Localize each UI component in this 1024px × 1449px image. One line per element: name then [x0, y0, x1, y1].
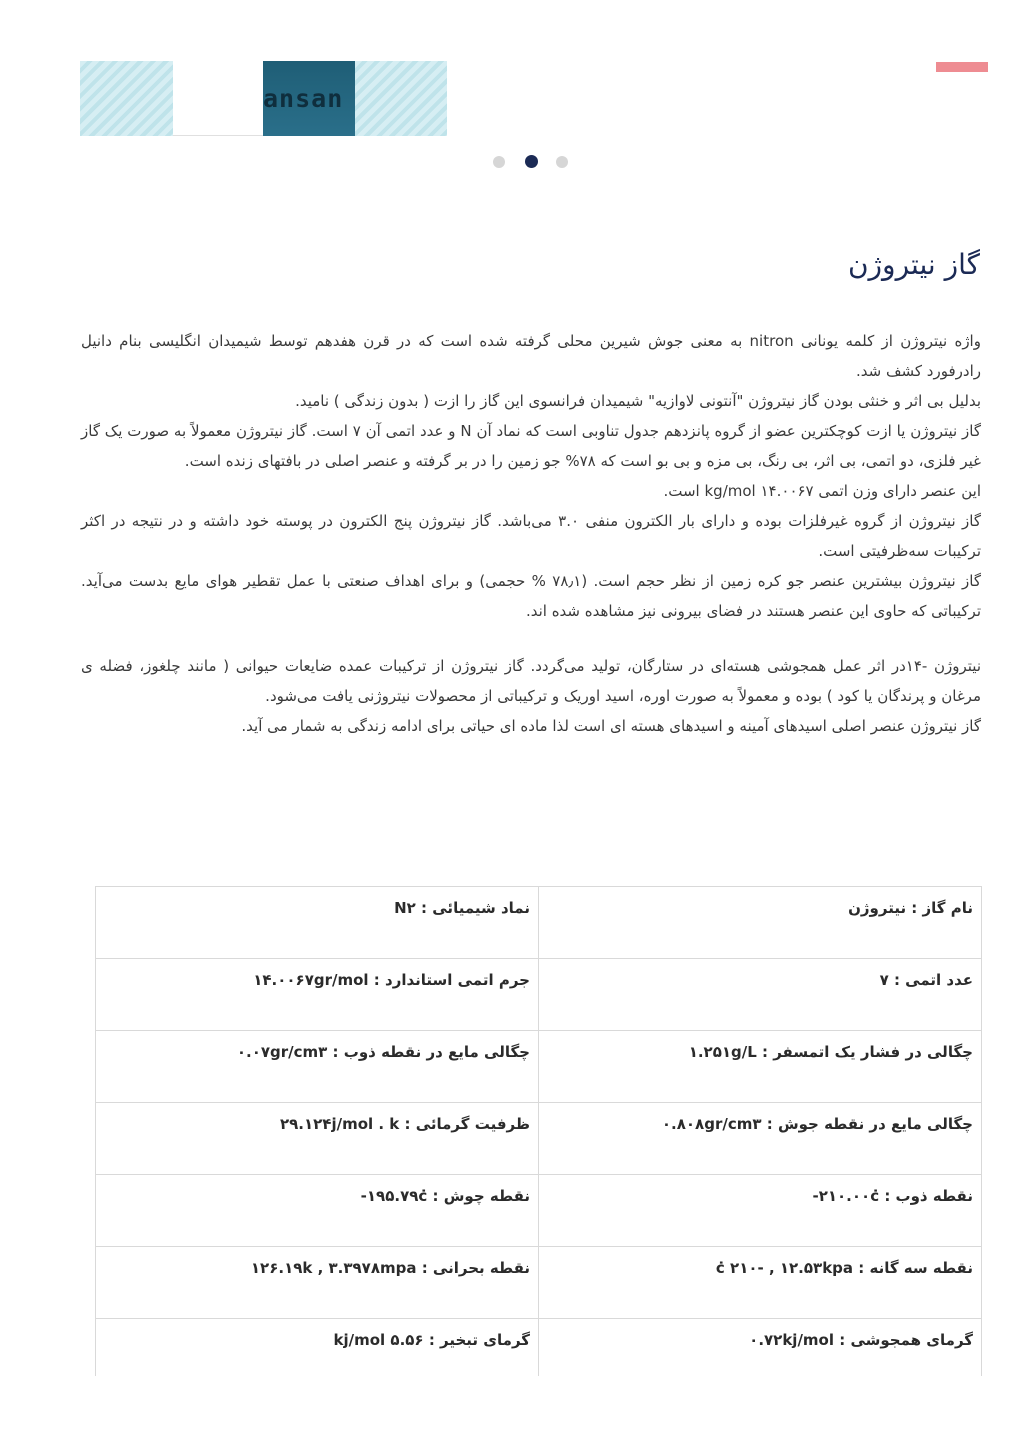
property-cell: چگالی مایع در نقطه ذوب : ۰.۰۷gr/cm۳ — [96, 1031, 539, 1103]
carousel-pagination — [493, 155, 571, 169]
property-cell: گرمای تبخیر : ۵.۵۶ kj/mol — [96, 1319, 539, 1391]
article-paragraph: گاز نیتروژن از گروه غیرفلزات بوده و دارای بار الکترون منفی ۳.۰ می‌باشد. گاز نیتروژن پنج الکترون در پوسته خود داشته و در نتیجه در اکثر ترکیبات سه‌ظرفیتی است. — [81, 512, 981, 560]
carousel-slide-left — [80, 61, 173, 136]
property-cell: ظرفیت گرمائی : ۲۹.۱۲۴j/mol . k — [96, 1103, 539, 1175]
logo-carousel[interactable] — [80, 61, 447, 136]
accent-bar — [936, 62, 988, 72]
table-row — [96, 959, 982, 1031]
property-cell: جرم اتمی استاندارد : ۱۴.۰۰۶۷gr/mol — [96, 959, 539, 1031]
carousel-dot-3[interactable] — [556, 156, 568, 168]
page-bottom-cutoff — [0, 1376, 1024, 1449]
property-cell: نقطه بحرانی : ۱۲۶.۱۹k , ۳.۳۹۷۸mpa — [96, 1247, 539, 1319]
property-cell: نقطه چوش : ۱۹۵.۷۹ċ- — [96, 1175, 539, 1247]
article-paragraph: نیتروژن -۱۴در اثر عمل همجوشی هسته‌ای در ستارگان، تولید می‌گردد. گاز نیتروژن از ترکیبات عمده ضایعات حیوانی ( مانند چلغوز، فضله ی مرغان و پرندگان یا کود ) بوده و معمولاً به صورت اوره، اسید اوریک و ترکیباتی از محصولات نیتروژنی یافت می‌شود. — [81, 657, 982, 705]
article-body — [81, 326, 981, 741]
property-cell: نقطه ذوب : ۲۱۰.۰۰ċ- — [539, 1175, 982, 1247]
properties-table — [95, 886, 982, 1391]
article-paragraph: گاز نیتروژن یا ازت کوچکترین عضو از گروه پانزدهم جدول تناوبی است که نماد آن N و عدد اتمی آن ۷ است. گاز نیتروژن معمولاً به صورت یک گاز غیر فلزی، دو اتمی، بی اثر، بی رنگ، بی مزه و بی بو است که ۷۸% جو زمین را در بر گرفته و عنصر اصلی در بافتهای زنده است. — [81, 422, 981, 470]
property-cell: نماد شیمیائی : N۲ — [96, 887, 539, 959]
table-row — [96, 1103, 982, 1175]
property-cell: نقطه سه گانه : ċ ۲۱۰- , ۱۲.۵۳kpa — [539, 1247, 982, 1319]
property-cell: عدد اتمی : ۷ — [539, 959, 982, 1031]
property-cell: نام گاز : نیتروژن — [539, 887, 982, 959]
article-paragraph: گاز نیتروژن بیشترین عنصر جو کره زمین از نظر حجم است. (۷۸٫۱ % حجمی) و برای اهداف صنعتی با عمل تقطیر هوای مایع بدست می‌آید. ترکیباتی که حاوی این عنصر هستند در فضای بیرونی نیز مشاهده شده اند. — [81, 572, 981, 620]
table-row — [96, 1031, 982, 1103]
paragraph-spacer — [81, 626, 981, 651]
table-row — [96, 1175, 982, 1247]
article-paragraph: گاز نیتروژن عنصر اصلی اسیدهای آمینه و اسیدهای هسته ای است لذا ماده ای حیاتی برای ادامه زندگی به شمار می آید. — [241, 717, 981, 735]
table-row — [96, 1247, 982, 1319]
property-cell: گرمای همجوشی : ۰.۷۲kj/mol — [539, 1319, 982, 1391]
property-cell: چگالی در فشار یک اتمسفر : ۱.۲۵۱g/L — [539, 1031, 982, 1103]
table-row — [96, 887, 982, 959]
article-paragraph: بدلیل بی اثر و خنثی بودن گاز نیتروژن "آنتونی لاوازیه" شیمیدان فرانسوی این گاز را ازت ( بدون زندگی ) نامید. — [295, 392, 981, 410]
article-paragraph: این عنصر دارای وزن اتمی ۱۴.۰۰۶۷ kg/mol است. — [663, 482, 981, 500]
carousel-dot-2-active[interactable] — [525, 155, 538, 168]
page-title: گاز نیتروژن — [847, 248, 980, 281]
carousel-slide-blank — [173, 61, 263, 136]
article-paragraph: واژه نیتروژن از کلمه یونانی nitron به معنی جوش شیرین محلی گرفته شده است که در قرن هفدهم توسط شیمیدان انگلیسی بنام دانیل رادرفورد کشف شد. — [81, 332, 981, 380]
carousel-dot-1[interactable] — [493, 156, 505, 168]
property-cell: چگالی مایع در نقطه جوش : ۰.۸۰۸gr/cm۳ — [539, 1103, 982, 1175]
partner-logo: ansan — [263, 84, 344, 113]
